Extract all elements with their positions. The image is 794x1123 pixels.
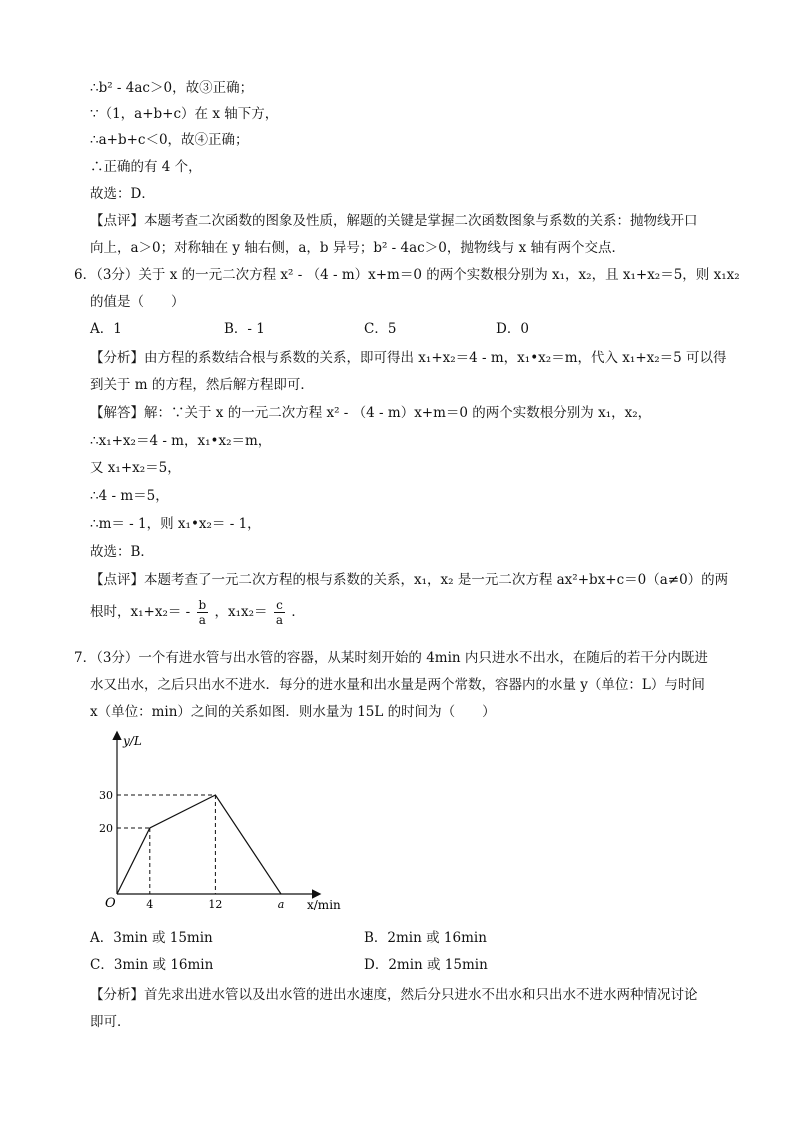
y-tick-label: 30 (99, 789, 113, 802)
x-axis-label: x/min (307, 898, 341, 912)
text-line: ∴正确的有 4 个， (90, 159, 202, 175)
origin-label: O (105, 896, 116, 911)
answer-line (90, 403, 651, 423)
option-c: C．5 (364, 321, 397, 337)
answer-line: ∴m＝ - 1，则 x₁•x₂＝ - 1， (90, 516, 261, 532)
comment-tag: 【点评】 (90, 572, 144, 588)
question-7-stem: x（单位：min）之间的关系如图．则水量为 15L 的时间为（ ） (90, 704, 496, 720)
analysis-line (90, 348, 727, 368)
comment-tag: 【点评】 (90, 213, 144, 229)
analysis-text: 由方程的系数结合根与系数的关系，即可得出 x₁+x₂＝4 - m，x₁•x₂＝m，代入 x₁+x₂＝5 可以得 (144, 350, 727, 366)
fraction-b-over-a: $\frac{b}{a}$ (198, 598, 207, 627)
option-c: C．3min 或 16min (90, 957, 214, 973)
text-line: ∴b² - 4ac＞0，故③正确； (90, 80, 254, 96)
comment-line (90, 570, 728, 590)
comment-text: 本题考查二次函数的图象及性质，解题的关键是掌握二次函数图象与系数的关系：抛物线开口 (144, 213, 698, 229)
answer-text: 解：∵关于 x 的一元二次方程 x² - （4 - m）x+m＝0 的两个实数根分别为 x₁，x₂， (144, 405, 652, 421)
option-b: B．2min 或 16min (364, 930, 487, 946)
comment-line (90, 211, 698, 231)
comment-text: ，x₁x₂＝ (214, 604, 268, 620)
analysis-line: 到关于 m 的方程，然后解方程即可． (90, 377, 314, 393)
option-d: D．2min 或 15min (364, 957, 488, 973)
comment-text: ． (291, 604, 305, 620)
text-line: ∴a+b+c＜0，故④正确； (90, 132, 249, 148)
question-7-stem: 7．（3分）一个有进水管与出水管的容器，从某时刻开始的 4min 内只进水不出水，在随后的若干分内既进 (74, 650, 708, 666)
analysis-tag: 【分析】 (90, 350, 144, 366)
text-line: 故选：D． (90, 186, 155, 202)
question-6-stem: 的值是（ ） (90, 294, 185, 310)
question-6-stem: 6．（3分）关于 x 的一元二次方程 x² - （4 - m）x+m＝0 的两个实数根分别为 x₁，x₂，且 x₁+x₂＝5，则 x₁x₂ (74, 267, 740, 283)
question-7-stem: 水又出水，之后只出水不进水．每分的进水量和出水量是两个常数，容器内的水量 y（单位：L）与时间 (90, 677, 705, 693)
answer-line: ∴4 - m＝5， (90, 488, 169, 504)
x-tick-label: 4 (146, 898, 154, 911)
comment-text: 本题考查了一元二次方程的根与系数的关系，x₁，x₂ 是一元二次方程 ax²+bx+c＝0（a≠0）的两 (144, 572, 729, 588)
comment-text: 根时，x₁+x₂＝ - (90, 604, 191, 620)
analysis-text: 首先求出进水管以及出水管的进出水速度，然后分只进水不出水和只出水不进水两种情况讨论 (144, 987, 698, 1003)
answer-tag: 【解答】 (90, 405, 144, 421)
answer-line: 又 x₁+x₂＝5， (90, 460, 181, 476)
analysis-line: 即可． (90, 1014, 131, 1030)
answer-line: 故选：B． (90, 544, 154, 560)
analysis-line (90, 985, 698, 1005)
option-d: D．0 (496, 321, 529, 337)
y-axis-label: y/L (123, 734, 142, 748)
analysis-tag: 【分析】 (90, 987, 144, 1003)
fraction-c-over-a: $\frac{c}{a}$ (275, 598, 284, 627)
series-line (117, 795, 281, 894)
y-tick-label: 20 (99, 822, 113, 835)
x-tick-label: 12 (208, 898, 223, 911)
text-line: ∵（1，a+b+c）在 x 轴下方， (90, 106, 279, 122)
water-volume-chart (95, 725, 355, 915)
option-b: B．- 1 (224, 321, 265, 337)
option-a: A．3min 或 15min (90, 930, 213, 946)
answer-line: ∴x₁+x₂＝4 - m，x₁•x₂＝m， (90, 433, 272, 449)
comment-line (90, 596, 305, 628)
x-tick-label: a (277, 898, 285, 911)
option-a: A．1 (90, 321, 122, 337)
text-line: 向上，a＞0；对称轴在 y 轴右侧，a，b 异号；b² - 4ac＞0，抛物线与 x 轴有两个交点． (90, 240, 626, 256)
